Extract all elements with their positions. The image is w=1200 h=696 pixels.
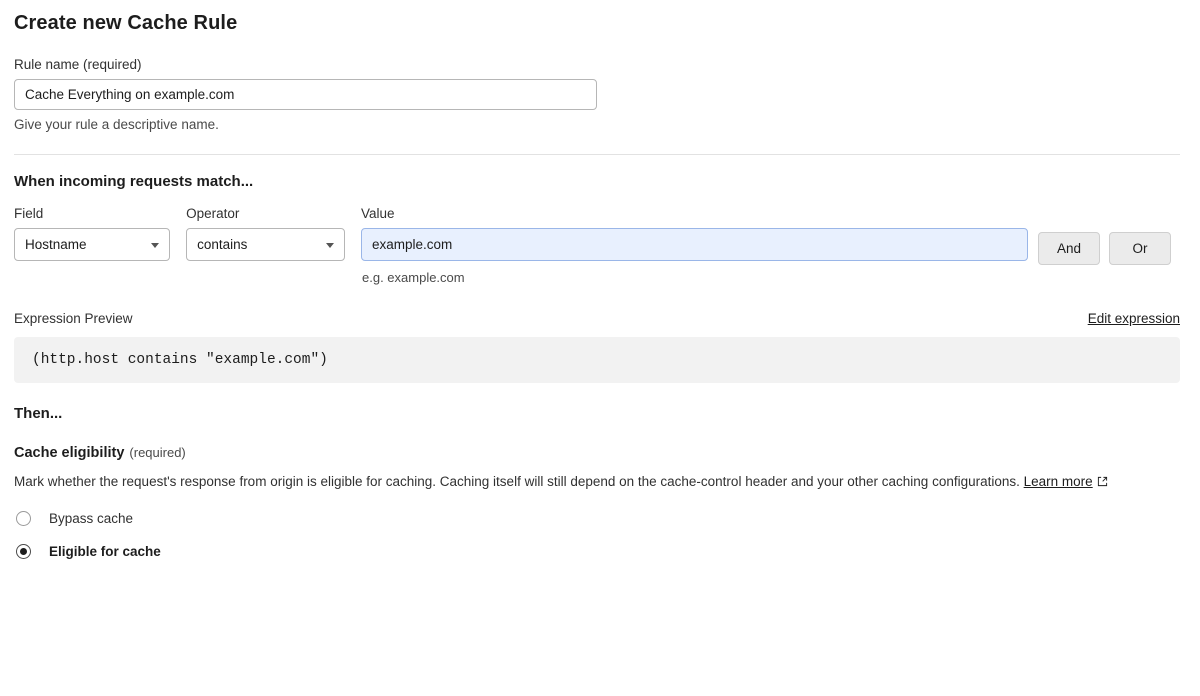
external-link-icon bbox=[1097, 473, 1108, 493]
cache-eligibility-description bbox=[14, 472, 1180, 493]
chevron-down-icon bbox=[151, 243, 159, 248]
then-section-title: Then... bbox=[14, 405, 63, 422]
page-title: Create new Cache Rule bbox=[14, 12, 238, 34]
cache-eligibility-heading bbox=[14, 445, 1180, 461]
chevron-down-icon bbox=[326, 243, 334, 248]
and-button-wrap bbox=[1038, 206, 1100, 265]
match-section-title: When incoming requests match... bbox=[14, 173, 254, 190]
edit-expression-link[interactable]: Edit expression bbox=[1087, 311, 1180, 326]
operator-select-value: contains bbox=[197, 237, 248, 252]
radio-icon[interactable] bbox=[16, 544, 31, 559]
field-select[interactable] bbox=[14, 228, 170, 261]
radio-icon[interactable] bbox=[16, 511, 31, 526]
and-button[interactable]: And bbox=[1038, 232, 1100, 265]
field-label: Field bbox=[14, 206, 44, 221]
rule-name-label: Rule name (required) bbox=[14, 57, 142, 72]
value-input[interactable] bbox=[361, 228, 1028, 261]
section-divider bbox=[14, 154, 1180, 155]
or-button[interactable]: Or bbox=[1109, 232, 1171, 265]
operator-label: Operator bbox=[186, 206, 240, 221]
rule-name-help: Give your rule a descriptive name. bbox=[14, 117, 219, 132]
rule-name-input[interactable] bbox=[14, 79, 597, 110]
cache-eligibility-title: Cache eligibility bbox=[14, 445, 125, 461]
description-text: Mark whether the request's response from origin is eligible for caching. Caching itself will still depend on the cache-control header and your other caching configurations. bbox=[14, 474, 1020, 489]
cache-eligibility-required: (required) bbox=[129, 445, 186, 460]
operator-column bbox=[186, 206, 345, 261]
expression-preview-box: (http.host contains "example.com") bbox=[14, 337, 1180, 383]
radio-label-bypass-cache: Bypass cache bbox=[49, 511, 134, 526]
field-select-value: Hostname bbox=[25, 237, 87, 252]
expression-header bbox=[14, 311, 1180, 326]
radio-option-bypass-cache[interactable] bbox=[14, 511, 1180, 526]
radio-option-eligible-for-cache[interactable] bbox=[14, 544, 1180, 559]
value-label: Value bbox=[361, 206, 395, 221]
value-hint: e.g. example.com bbox=[362, 270, 465, 285]
radio-label-eligible-for-cache: Eligible for cache bbox=[49, 544, 161, 559]
learn-more-link[interactable]: Learn more bbox=[1023, 474, 1093, 489]
field-column bbox=[14, 206, 170, 261]
expression-preview-label: Expression Preview bbox=[14, 311, 133, 326]
match-row bbox=[14, 206, 1180, 285]
value-column bbox=[361, 206, 1028, 285]
operator-select[interactable] bbox=[186, 228, 345, 261]
or-button-wrap bbox=[1109, 206, 1171, 265]
